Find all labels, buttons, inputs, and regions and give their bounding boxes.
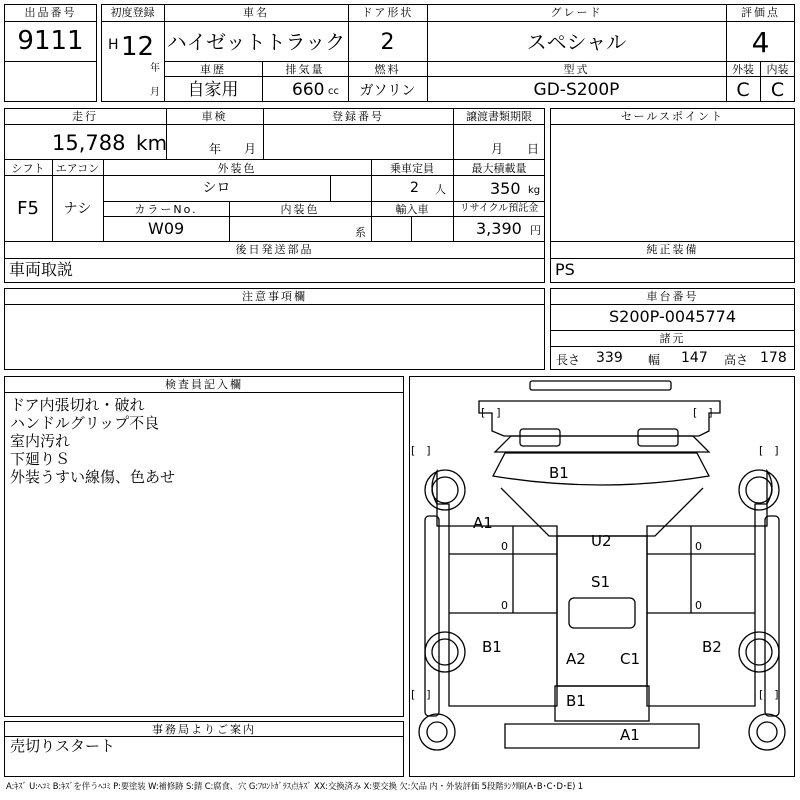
era: H (108, 37, 119, 53)
fuel-label: 燃料 (374, 63, 401, 76)
capacity: 2 (410, 180, 419, 196)
zero-mark: 0 (501, 599, 508, 612)
code-left-rear: B1 (482, 638, 502, 656)
transfer-label: 譲渡書類期限 (466, 110, 532, 123)
transfer-month-unit: 月 (491, 142, 504, 156)
code-cabin-roof: B1 (549, 464, 569, 482)
load-label: 最大積載量 (471, 162, 527, 175)
color-label: 外装色 (217, 162, 257, 175)
later-parts-label: 後日発送部品 (235, 243, 314, 256)
load: 350 (490, 179, 521, 198)
score: 4 (751, 26, 770, 59)
first-reg-year: 12 (121, 32, 155, 62)
code-left-front: A1 (473, 514, 493, 532)
truck-diagram (409, 376, 795, 777)
bracket-mark: [ ] (481, 406, 501, 419)
import-label: 輸入車 (395, 203, 429, 216)
mileage-unit: km (136, 131, 168, 155)
code-rear-bumper: A1 (620, 726, 640, 744)
inspection-label: 車検 (201, 110, 228, 123)
displacement: 660 (292, 80, 325, 100)
history-label: 車歴 (200, 63, 226, 76)
code-floor-upper: U2 (591, 532, 612, 550)
interior-unit: 系 (355, 226, 366, 239)
width: 147 (681, 350, 708, 366)
interior-label: 内装色 (280, 203, 320, 216)
ac: ナシ (63, 201, 92, 217)
legend: A:ｷｽﾞ U:ﾍｺﾐ B:ｷｽﾞを伴うﾍｺﾐ P:要塗装 W:補修跡 S:錆 C:腐食、穴 G:ﾌﾛﾝﾄｶﾞﾗｽ点ｷｽﾞ XX:交換済み X:要交換 欠:欠品 内・外装評価 5段階ﾗﾝｸ順(A･B･C･D･E) 1 (6, 781, 584, 791)
width-label: 幅 (648, 353, 661, 367)
code-bed-center: A2 (566, 650, 586, 668)
ext-label: 外装 (732, 63, 754, 76)
chassis-number: S200P-0045774 (608, 307, 737, 326)
ac-label: エアコン (55, 162, 100, 175)
fuel: ガソリン (359, 83, 416, 99)
length: 339 (596, 350, 623, 366)
sales-point-label: セールスポイント (620, 110, 724, 123)
zero-mark: 0 (695, 540, 702, 553)
door-type: 2 (380, 30, 395, 55)
bracket-mark: [ ] (759, 444, 779, 457)
displacement-label: 排気量 (285, 63, 325, 76)
sales-point-box (550, 108, 795, 283)
model: GD-S200P (533, 80, 620, 100)
first-reg-label: 初度登録 (110, 6, 155, 19)
capacity-unit: 人 (435, 183, 446, 196)
shift: F5 (17, 198, 39, 219)
length-label: 長さ (556, 353, 581, 367)
office-text: 売切りスタート (10, 737, 116, 755)
transfer-day-unit: 日 (527, 142, 540, 156)
recycle-label: リサイクル預託金 (459, 203, 539, 214)
grade: スペシャル (526, 30, 627, 54)
inspector-label: 検査員記入欄 (165, 378, 243, 391)
displacement-unit: cc (328, 86, 339, 97)
lot-number: 9111 (17, 26, 84, 56)
height: 178 (760, 350, 787, 366)
recycle-unit: 円 (530, 224, 541, 237)
code-rear-gate: B1 (566, 692, 586, 710)
vehicle-name: ハイゼットトラック (166, 30, 346, 54)
int-grade: C (770, 79, 785, 101)
zero-mark: 0 (501, 540, 508, 553)
dims-label: 諸元 (659, 332, 686, 345)
inspection-month-unit: 月 (244, 142, 257, 156)
recycle: 3,390 (476, 219, 522, 238)
score-label: 評価点 (741, 6, 780, 19)
history: 自家用 (187, 80, 239, 100)
capacity-label: 乗車定員 (390, 162, 434, 175)
equipment-label: 純正装備 (646, 243, 699, 256)
bracket-mark: [ ] (411, 444, 431, 457)
model-label: 型式 (563, 63, 590, 76)
shift-label: シフト (11, 162, 45, 175)
color: シロ (202, 180, 231, 196)
zero-mark: 0 (695, 599, 702, 612)
bracket-mark: [ ] (759, 688, 779, 701)
mileage: 15,788 (52, 131, 126, 155)
lot-label: 出品番号 (24, 6, 77, 19)
mileage-label: 走行 (72, 110, 98, 123)
bracket-mark: [ ] (693, 406, 713, 419)
notes-label: 注意事項欄 (242, 290, 307, 303)
year-unit: 年 (150, 63, 160, 74)
ext-grade: C (736, 79, 750, 101)
height-label: 高さ (724, 353, 749, 367)
later-parts: 車両取説 (9, 260, 74, 279)
office-label: 事務局よりご案内 (152, 723, 256, 736)
truck-outline (419, 381, 785, 750)
bracket-mark: [ ] (411, 688, 431, 701)
equipment: PS (555, 260, 575, 279)
code-bed-right: C1 (620, 650, 641, 668)
inspector-comments: ドア内張切れ・破れ ハンドルグリップ不良 室内汚れ 下廻りＳ 外装うすい線傷、色あせ (10, 396, 176, 486)
code-right-rear: B2 (702, 638, 722, 656)
color-no: W09 (148, 219, 185, 238)
reg-label: 登録番号 (332, 110, 384, 123)
door-label: ドア形状 (361, 6, 414, 19)
int-label: 内装 (766, 63, 789, 76)
inspection-year-unit: 年 (209, 142, 222, 156)
grade-label: グレード (550, 6, 603, 19)
month-unit: 月 (150, 87, 160, 98)
chassis-label: 車台番号 (646, 290, 699, 303)
code-floor-lower: S1 (591, 573, 611, 591)
name-label: 車名 (243, 6, 269, 19)
color-no-label: カラーNo. (134, 203, 198, 216)
load-unit: kg (528, 185, 541, 196)
